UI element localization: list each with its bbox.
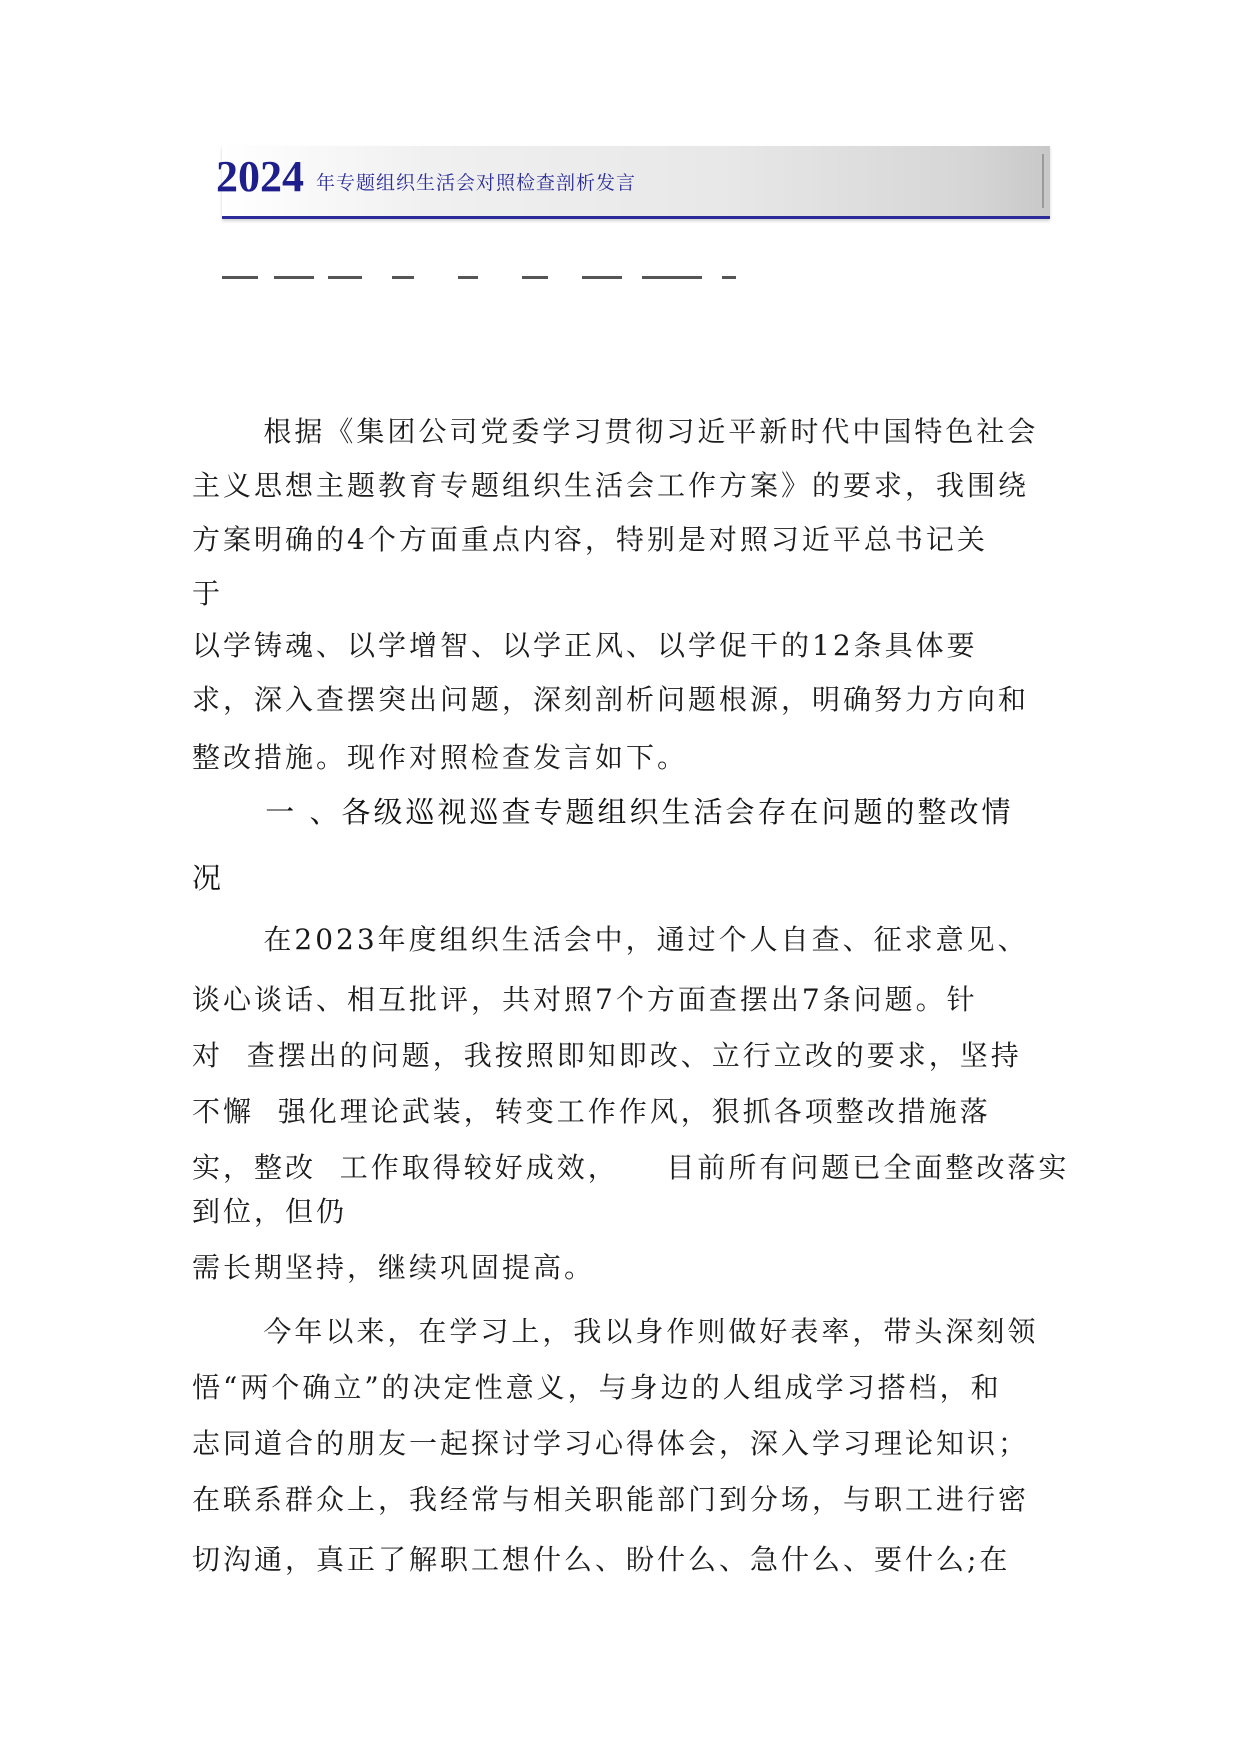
- cropped-text-line: [222, 248, 742, 288]
- para2-line: 不懈 强化理论武装，转变工作作风，狠抓各项整改措施落: [192, 1095, 991, 1128]
- intro-line: 求，深入查摆突出问题，深刻剖析问题根源，明确努力方向和: [192, 683, 1030, 716]
- para3-line: 切沟通，真正了解职工想什么、盼什么、急什么、要什么;在: [192, 1543, 1011, 1576]
- para2-line: 对 查摆出的问题，我按照即知即改、立行立改的要求，坚持: [192, 1039, 1022, 1072]
- intro-line: 方案明确的4个方面重点内容，特别是对照习近平总书记关: [192, 523, 988, 556]
- para3-line: 悟“两个确立”的决定性意义，与身边的人组成学习搭档，和: [192, 1371, 1002, 1404]
- para2-line: 谈心谈话、相互批评，共对照7个方面查摆出7条问题。针: [192, 983, 978, 1016]
- intro-line: 以学铸魂、以学增智、以学正风、以学促干的12条具体要: [192, 629, 978, 662]
- intro-line: 主义思想主题教育专题组织生活会工作方案》的要求，我围绕: [192, 469, 1030, 502]
- banner-edge: [1042, 154, 1044, 208]
- para3-line: 志同道合的朋友一起探讨学习心得体会，深入学习理论知识；: [192, 1427, 1030, 1460]
- intro-line: 于: [192, 577, 224, 610]
- section-heading-cont: 况: [192, 861, 225, 895]
- para2-line: 到位，但仍: [192, 1195, 348, 1228]
- para3-line: 在联系群众上，我经常与相关职能部门到分场，与职工进行密: [192, 1483, 1030, 1516]
- header-year: 2024: [216, 152, 304, 201]
- para2-line: 实，整改 工作取得较好成效， 目前所有问题已全面整改落实: [192, 1151, 1070, 1184]
- intro-line: 整改措施。现作对照检查发言如下。: [192, 741, 689, 774]
- intro-line: 根据《集团公司党委学习贯彻习近平新时代中国特色社会: [192, 415, 1039, 448]
- para2-line: 需长期坚持，继续巩固提高。: [192, 1251, 596, 1284]
- para3-line: 今年以来，在学习上，我以身作则做好表率，带头深刻领: [192, 1315, 1039, 1348]
- para2-line: 在2023年度组织生活会中，通过个人自查、征求意见、: [192, 923, 1029, 956]
- section-heading: 一 、各级巡视巡查专题组织生活会存在问题的整改情: [192, 795, 1014, 829]
- header-banner: [216, 146, 1050, 219]
- header-title: 年专题组织生活会对照检查剖析发言: [316, 172, 637, 194]
